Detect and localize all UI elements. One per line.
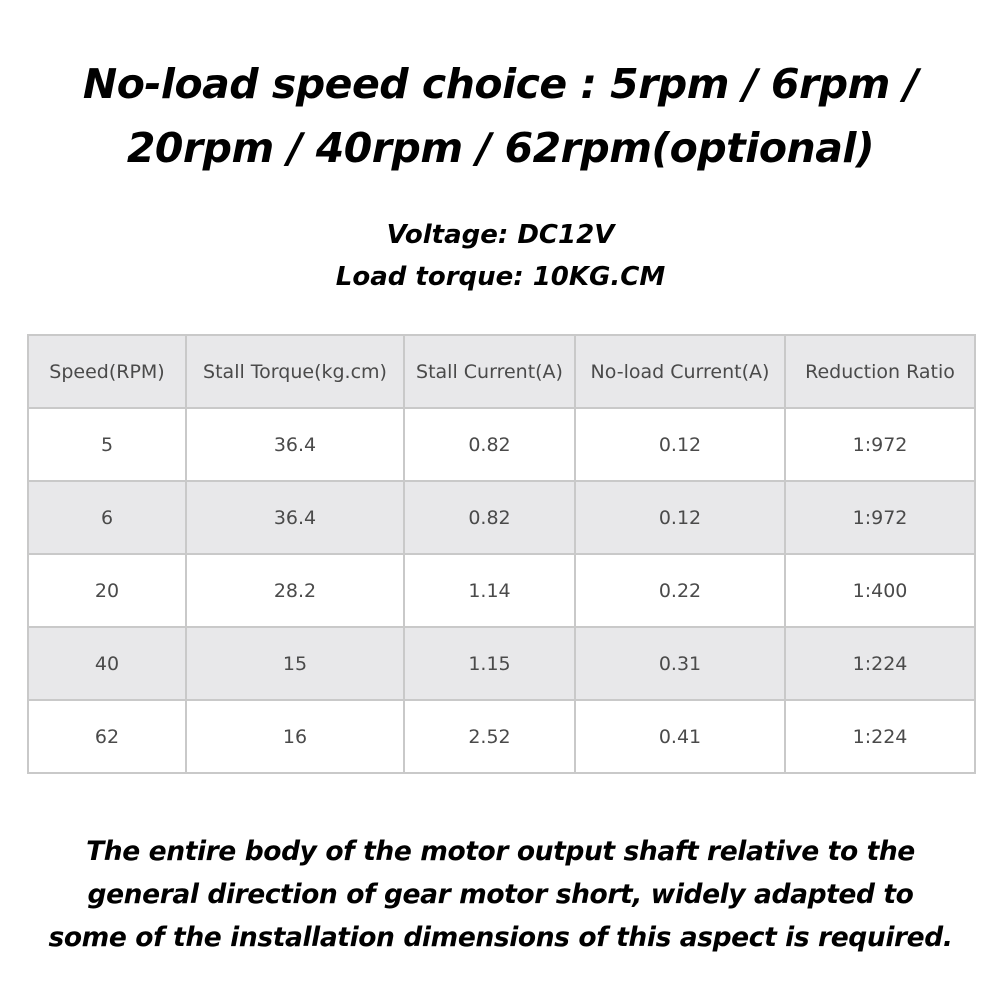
cell-reduction-ratio: 1:224 — [785, 627, 975, 700]
cell-no-load-current: 0.22 — [575, 554, 785, 627]
cell-speed: 62 — [28, 700, 186, 773]
cell-reduction-ratio: 1:972 — [785, 481, 975, 554]
table-header-row — [28, 335, 975, 408]
spec-table-container — [27, 334, 974, 774]
table-row — [28, 481, 975, 554]
cell-no-load-current: 0.12 — [575, 481, 785, 554]
cell-stall-current: 0.82 — [404, 408, 575, 481]
cell-no-load-current: 0.12 — [575, 408, 785, 481]
cell-stall-current: 0.82 — [404, 481, 575, 554]
description-paragraph — [0, 830, 1001, 959]
description-line-3: some of the installation dimensions of this aspect is required. — [48, 922, 953, 953]
cell-reduction-ratio: 1:224 — [785, 700, 975, 773]
cell-stall-current: 1.15 — [404, 627, 575, 700]
title-line-2: 20rpm / 40rpm / 62rpm(optional) — [126, 124, 875, 172]
header-stall-torque: Stall Torque(kg.cm) — [186, 335, 404, 408]
cell-stall-torque: 36.4 — [186, 481, 404, 554]
cell-speed: 5 — [28, 408, 186, 481]
cell-stall-torque: 15 — [186, 627, 404, 700]
table-row — [28, 627, 975, 700]
header-reduction-ratio: Reduction Ratio — [785, 335, 975, 408]
voltage-spec: Voltage: DC12V — [386, 220, 615, 250]
cell-stall-torque: 36.4 — [186, 408, 404, 481]
cell-speed: 40 — [28, 627, 186, 700]
header-stall-current: Stall Current(A) — [404, 335, 575, 408]
description-line-1: The entire body of the motor output shaft relative to the — [86, 836, 915, 867]
cell-speed: 20 — [28, 554, 186, 627]
cell-no-load-current: 0.41 — [575, 700, 785, 773]
table-row — [28, 700, 975, 773]
cell-no-load-current: 0.31 — [575, 627, 785, 700]
spec-summary — [0, 214, 1001, 298]
cell-stall-torque: 16 — [186, 700, 404, 773]
cell-stall-torque: 28.2 — [186, 554, 404, 627]
cell-stall-current: 2.52 — [404, 700, 575, 773]
cell-stall-current: 1.14 — [404, 554, 575, 627]
table-row — [28, 408, 975, 481]
spec-table — [27, 334, 976, 774]
description-line-2: general direction of gear motor short, widely adapted to — [87, 879, 914, 910]
header-speed: Speed(RPM) — [28, 335, 186, 408]
table-row — [28, 554, 975, 627]
cell-reduction-ratio: 1:972 — [785, 408, 975, 481]
title-line-1: No-load speed choice : 5rpm / 6rpm / — [82, 60, 919, 108]
header-no-load-current: No-load Current(A) — [575, 335, 785, 408]
cell-reduction-ratio: 1:400 — [785, 554, 975, 627]
page-title — [0, 52, 1001, 180]
cell-speed: 6 — [28, 481, 186, 554]
load-torque-spec: Load torque: 10KG.CM — [335, 262, 666, 292]
